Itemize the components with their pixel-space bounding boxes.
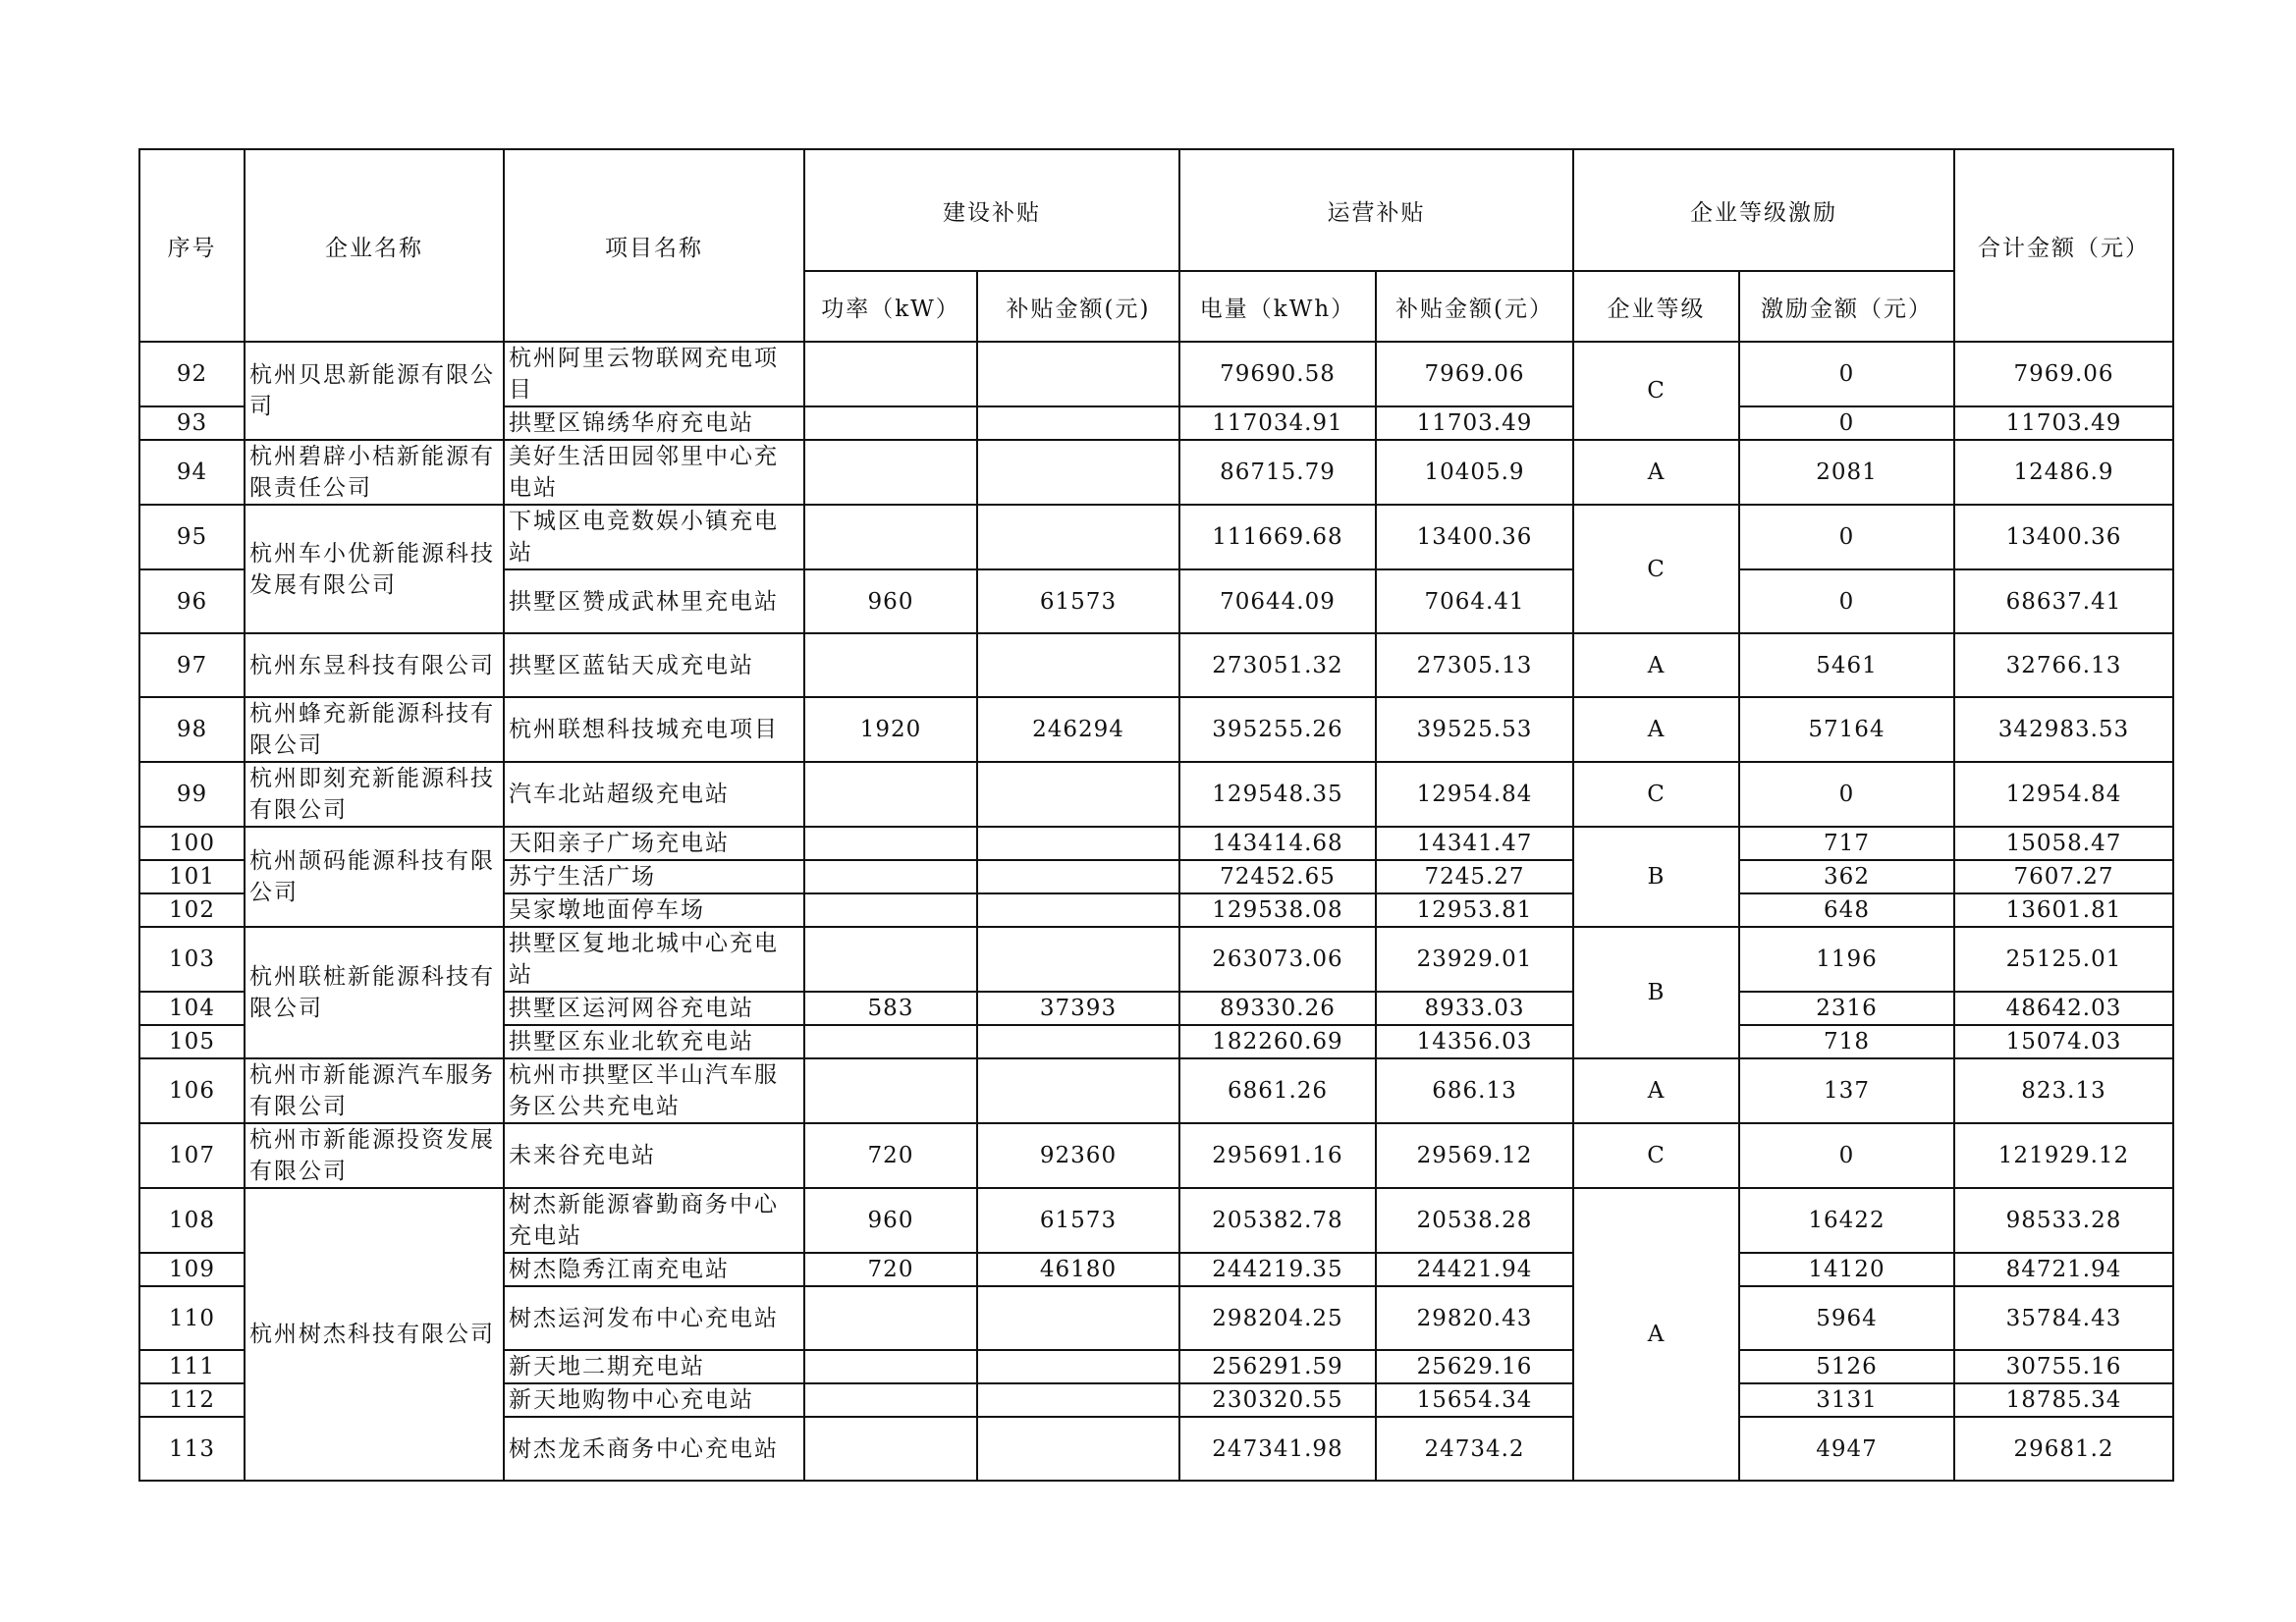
operation-amount: 14341.47 bbox=[1376, 827, 1573, 860]
table-row bbox=[139, 505, 2173, 569]
company-name: 杭州颉码能源科技有限公司 bbox=[245, 827, 504, 927]
project-name: 拱墅区复地北城中心充电站 bbox=[504, 927, 804, 992]
energy-kwh: 244219.35 bbox=[1179, 1253, 1376, 1286]
header-construction-amount: 补贴金额(元) bbox=[977, 271, 1179, 342]
operation-amount: 20538.28 bbox=[1376, 1188, 1573, 1253]
row-index: 112 bbox=[139, 1383, 245, 1417]
row-index: 113 bbox=[139, 1417, 245, 1481]
construction-amount: 61573 bbox=[977, 569, 1179, 633]
company-level: A bbox=[1573, 697, 1739, 762]
incentive-amount: 3131 bbox=[1739, 1383, 1954, 1417]
header-energy: 电量（kWh） bbox=[1179, 271, 1376, 342]
energy-kwh: 143414.68 bbox=[1179, 827, 1376, 860]
total-amount: 25125.01 bbox=[1954, 927, 2173, 992]
project-name: 下城区电竞数娱小镇充电站 bbox=[504, 505, 804, 569]
power-kw: 720 bbox=[804, 1253, 977, 1286]
row-index: 93 bbox=[139, 406, 245, 440]
energy-kwh: 111669.68 bbox=[1179, 505, 1376, 569]
construction-amount bbox=[977, 860, 1179, 893]
operation-amount: 686.13 bbox=[1376, 1058, 1573, 1123]
total-amount: 15058.47 bbox=[1954, 827, 2173, 860]
energy-kwh: 230320.55 bbox=[1179, 1383, 1376, 1417]
total-amount: 30755.16 bbox=[1954, 1350, 2173, 1383]
project-name: 未来谷充电站 bbox=[504, 1123, 804, 1188]
construction-amount: 37393 bbox=[977, 992, 1179, 1025]
power-kw bbox=[804, 762, 977, 827]
incentive-amount: 2081 bbox=[1739, 440, 1954, 505]
header-operation-amount: 补贴金额(元） bbox=[1376, 271, 1573, 342]
energy-kwh: 395255.26 bbox=[1179, 697, 1376, 762]
total-amount: 68637.41 bbox=[1954, 569, 2173, 633]
energy-kwh: 263073.06 bbox=[1179, 927, 1376, 992]
company-name: 杭州贝思新能源有限公司 bbox=[245, 342, 504, 440]
incentive-amount: 362 bbox=[1739, 860, 1954, 893]
project-name: 树杰运河发布中心充电站 bbox=[504, 1286, 804, 1350]
project-name: 拱墅区蓝钻天成充电站 bbox=[504, 633, 804, 697]
construction-amount bbox=[977, 1383, 1179, 1417]
row-index: 95 bbox=[139, 505, 245, 569]
total-amount: 15074.03 bbox=[1954, 1025, 2173, 1058]
power-kw bbox=[804, 406, 977, 440]
row-index: 97 bbox=[139, 633, 245, 697]
company-name: 杭州车小优新能源科技发展有限公司 bbox=[245, 505, 504, 633]
header-operation: 运营补贴 bbox=[1179, 149, 1573, 271]
construction-amount bbox=[977, 1350, 1179, 1383]
table-row bbox=[139, 342, 2173, 406]
power-kw bbox=[804, 505, 977, 569]
construction-amount bbox=[977, 762, 1179, 827]
construction-amount bbox=[977, 893, 1179, 927]
table-row bbox=[139, 633, 2173, 697]
row-index: 107 bbox=[139, 1123, 245, 1188]
table-row bbox=[139, 827, 2173, 860]
row-index: 102 bbox=[139, 893, 245, 927]
table-body bbox=[139, 342, 2173, 1481]
project-name: 天阳亲子广场充电站 bbox=[504, 827, 804, 860]
energy-kwh: 129548.35 bbox=[1179, 762, 1376, 827]
table-row bbox=[139, 1123, 2173, 1188]
operation-amount: 29820.43 bbox=[1376, 1286, 1573, 1350]
incentive-amount: 16422 bbox=[1739, 1188, 1954, 1253]
incentive-amount: 0 bbox=[1739, 505, 1954, 569]
operation-amount: 8933.03 bbox=[1376, 992, 1573, 1025]
header-company: 企业名称 bbox=[245, 149, 504, 342]
total-amount: 84721.94 bbox=[1954, 1253, 2173, 1286]
project-name: 杭州市拱墅区半山汽车服务区公共充电站 bbox=[504, 1058, 804, 1123]
energy-kwh: 182260.69 bbox=[1179, 1025, 1376, 1058]
energy-kwh: 70644.09 bbox=[1179, 569, 1376, 633]
power-kw: 720 bbox=[804, 1123, 977, 1188]
project-name: 拱墅区赞成武林里充电站 bbox=[504, 569, 804, 633]
total-amount: 32766.13 bbox=[1954, 633, 2173, 697]
incentive-amount: 718 bbox=[1739, 1025, 1954, 1058]
incentive-amount: 14120 bbox=[1739, 1253, 1954, 1286]
incentive-amount: 648 bbox=[1739, 893, 1954, 927]
construction-amount: 46180 bbox=[977, 1253, 1179, 1286]
company-level: A bbox=[1573, 440, 1739, 505]
incentive-amount: 0 bbox=[1739, 342, 1954, 406]
total-amount: 11703.49 bbox=[1954, 406, 2173, 440]
table-row bbox=[139, 762, 2173, 827]
project-name: 美好生活田园邻里中心充电站 bbox=[504, 440, 804, 505]
power-kw bbox=[804, 342, 977, 406]
operation-amount: 14356.03 bbox=[1376, 1025, 1573, 1058]
row-index: 98 bbox=[139, 697, 245, 762]
construction-amount bbox=[977, 505, 1179, 569]
power-kw bbox=[804, 860, 977, 893]
company-name: 杭州市新能源投资发展有限公司 bbox=[245, 1123, 504, 1188]
incentive-amount: 4947 bbox=[1739, 1417, 1954, 1481]
operation-amount: 39525.53 bbox=[1376, 697, 1573, 762]
total-amount: 7607.27 bbox=[1954, 860, 2173, 893]
incentive-amount: 1196 bbox=[1739, 927, 1954, 992]
company-name: 杭州树杰科技有限公司 bbox=[245, 1188, 504, 1481]
construction-amount bbox=[977, 927, 1179, 992]
power-kw bbox=[804, 440, 977, 505]
company-level: C bbox=[1573, 342, 1739, 440]
operation-amount: 15654.34 bbox=[1376, 1383, 1573, 1417]
header-total: 合计金额（元） bbox=[1954, 149, 2173, 342]
construction-amount bbox=[977, 633, 1179, 697]
company-name: 杭州碧辟小桔新能源有限责任公司 bbox=[245, 440, 504, 505]
row-index: 100 bbox=[139, 827, 245, 860]
row-index: 105 bbox=[139, 1025, 245, 1058]
construction-amount bbox=[977, 342, 1179, 406]
total-amount: 98533.28 bbox=[1954, 1188, 2173, 1253]
row-index: 110 bbox=[139, 1286, 245, 1350]
operation-amount: 29569.12 bbox=[1376, 1123, 1573, 1188]
total-amount: 342983.53 bbox=[1954, 697, 2173, 762]
row-index: 101 bbox=[139, 860, 245, 893]
incentive-amount: 0 bbox=[1739, 762, 1954, 827]
operation-amount: 27305.13 bbox=[1376, 633, 1573, 697]
incentive-amount: 717 bbox=[1739, 827, 1954, 860]
row-index: 94 bbox=[139, 440, 245, 505]
header-construction: 建设补贴 bbox=[804, 149, 1179, 271]
construction-amount: 61573 bbox=[977, 1188, 1179, 1253]
operation-amount: 7245.27 bbox=[1376, 860, 1573, 893]
incentive-amount: 0 bbox=[1739, 569, 1954, 633]
row-index: 111 bbox=[139, 1350, 245, 1383]
energy-kwh: 79690.58 bbox=[1179, 342, 1376, 406]
project-name: 杭州阿里云物联网充电项目 bbox=[504, 342, 804, 406]
company-level: A bbox=[1573, 633, 1739, 697]
row-index: 92 bbox=[139, 342, 245, 406]
project-name: 树杰新能源睿勤商务中心充电站 bbox=[504, 1188, 804, 1253]
construction-amount bbox=[977, 1417, 1179, 1481]
construction-amount: 246294 bbox=[977, 697, 1179, 762]
energy-kwh: 86715.79 bbox=[1179, 440, 1376, 505]
row-index: 108 bbox=[139, 1188, 245, 1253]
total-amount: 7969.06 bbox=[1954, 342, 2173, 406]
table-row bbox=[139, 440, 2173, 505]
project-name: 杭州联想科技城充电项目 bbox=[504, 697, 804, 762]
energy-kwh: 295691.16 bbox=[1179, 1123, 1376, 1188]
table-row bbox=[139, 697, 2173, 762]
incentive-amount: 5461 bbox=[1739, 633, 1954, 697]
energy-kwh: 117034.91 bbox=[1179, 406, 1376, 440]
construction-amount bbox=[977, 1286, 1179, 1350]
total-amount: 13601.81 bbox=[1954, 893, 2173, 927]
total-amount: 823.13 bbox=[1954, 1058, 2173, 1123]
company-name: 杭州蜂充新能源科技有限公司 bbox=[245, 697, 504, 762]
header-incentive-amount: 激励金额（元） bbox=[1739, 271, 1954, 342]
header-level-incentive: 企业等级激励 bbox=[1573, 149, 1954, 271]
header-project: 项目名称 bbox=[504, 149, 804, 342]
total-amount: 12486.9 bbox=[1954, 440, 2173, 505]
construction-amount bbox=[977, 1025, 1179, 1058]
operation-amount: 12954.84 bbox=[1376, 762, 1573, 827]
company-level: C bbox=[1573, 505, 1739, 633]
total-amount: 35784.43 bbox=[1954, 1286, 2173, 1350]
power-kw bbox=[804, 1286, 977, 1350]
company-level: A bbox=[1573, 1058, 1739, 1123]
operation-amount: 7969.06 bbox=[1376, 342, 1573, 406]
operation-amount: 25629.16 bbox=[1376, 1350, 1573, 1383]
incentive-amount: 2316 bbox=[1739, 992, 1954, 1025]
energy-kwh: 89330.26 bbox=[1179, 992, 1376, 1025]
header-power: 功率（kW） bbox=[804, 271, 977, 342]
company-level: B bbox=[1573, 827, 1739, 927]
row-index: 103 bbox=[139, 927, 245, 992]
power-kw bbox=[804, 633, 977, 697]
construction-amount bbox=[977, 827, 1179, 860]
project-name: 树杰隐秀江南充电站 bbox=[504, 1253, 804, 1286]
energy-kwh: 6861.26 bbox=[1179, 1058, 1376, 1123]
operation-amount: 11703.49 bbox=[1376, 406, 1573, 440]
operation-amount: 13400.36 bbox=[1376, 505, 1573, 569]
row-index: 109 bbox=[139, 1253, 245, 1286]
power-kw bbox=[804, 1383, 977, 1417]
operation-amount: 23929.01 bbox=[1376, 927, 1573, 992]
energy-kwh: 205382.78 bbox=[1179, 1188, 1376, 1253]
company-name: 杭州东昱科技有限公司 bbox=[245, 633, 504, 697]
operation-amount: 10405.9 bbox=[1376, 440, 1573, 505]
incentive-amount: 5126 bbox=[1739, 1350, 1954, 1383]
incentive-amount: 0 bbox=[1739, 1123, 1954, 1188]
project-name: 新天地二期充电站 bbox=[504, 1350, 804, 1383]
incentive-amount: 57164 bbox=[1739, 697, 1954, 762]
company-level: B bbox=[1573, 927, 1739, 1058]
power-kw bbox=[804, 1058, 977, 1123]
incentive-amount: 5964 bbox=[1739, 1286, 1954, 1350]
power-kw bbox=[804, 893, 977, 927]
power-kw: 583 bbox=[804, 992, 977, 1025]
company-level: C bbox=[1573, 762, 1739, 827]
construction-amount bbox=[977, 406, 1179, 440]
header-index: 序号 bbox=[139, 149, 245, 342]
project-name: 树杰龙禾商务中心充电站 bbox=[504, 1417, 804, 1481]
row-index: 99 bbox=[139, 762, 245, 827]
operation-amount: 24734.2 bbox=[1376, 1417, 1573, 1481]
power-kw: 960 bbox=[804, 1188, 977, 1253]
construction-amount: 92360 bbox=[977, 1123, 1179, 1188]
operation-amount: 7064.41 bbox=[1376, 569, 1573, 633]
company-name: 杭州联桩新能源科技有限公司 bbox=[245, 927, 504, 1058]
project-name: 吴家墩地面停车场 bbox=[504, 893, 804, 927]
header-level: 企业等级 bbox=[1573, 271, 1739, 342]
power-kw: 1920 bbox=[804, 697, 977, 762]
total-amount: 121929.12 bbox=[1954, 1123, 2173, 1188]
power-kw bbox=[804, 927, 977, 992]
row-index: 104 bbox=[139, 992, 245, 1025]
energy-kwh: 273051.32 bbox=[1179, 633, 1376, 697]
table-row bbox=[139, 1188, 2173, 1253]
energy-kwh: 298204.25 bbox=[1179, 1286, 1376, 1350]
total-amount: 12954.84 bbox=[1954, 762, 2173, 827]
table-row bbox=[139, 927, 2173, 992]
power-kw bbox=[804, 1350, 977, 1383]
energy-kwh: 72452.65 bbox=[1179, 860, 1376, 893]
company-name: 杭州即刻充新能源科技有限公司 bbox=[245, 762, 504, 827]
company-level: A bbox=[1573, 1188, 1739, 1481]
energy-kwh: 129538.08 bbox=[1179, 893, 1376, 927]
company-name: 杭州市新能源汽车服务有限公司 bbox=[245, 1058, 504, 1123]
energy-kwh: 256291.59 bbox=[1179, 1350, 1376, 1383]
project-name: 新天地购物中心充电站 bbox=[504, 1383, 804, 1417]
project-name: 拱墅区运河网谷充电站 bbox=[504, 992, 804, 1025]
incentive-amount: 137 bbox=[1739, 1058, 1954, 1123]
power-kw: 960 bbox=[804, 569, 977, 633]
total-amount: 13400.36 bbox=[1954, 505, 2173, 569]
power-kw bbox=[804, 1025, 977, 1058]
project-name: 苏宁生活广场 bbox=[504, 860, 804, 893]
row-index: 96 bbox=[139, 569, 245, 633]
row-index: 106 bbox=[139, 1058, 245, 1123]
total-amount: 18785.34 bbox=[1954, 1383, 2173, 1417]
power-kw bbox=[804, 1417, 977, 1481]
project-name: 拱墅区锦绣华府充电站 bbox=[504, 406, 804, 440]
construction-amount bbox=[977, 1058, 1179, 1123]
operation-amount: 24421.94 bbox=[1376, 1253, 1573, 1286]
subsidy-table bbox=[138, 148, 2174, 1482]
operation-amount: 12953.81 bbox=[1376, 893, 1573, 927]
energy-kwh: 247341.98 bbox=[1179, 1417, 1376, 1481]
total-amount: 29681.2 bbox=[1954, 1417, 2173, 1481]
project-name: 汽车北站超级充电站 bbox=[504, 762, 804, 827]
construction-amount bbox=[977, 440, 1179, 505]
power-kw bbox=[804, 827, 977, 860]
company-level: C bbox=[1573, 1123, 1739, 1188]
table-row bbox=[139, 1058, 2173, 1123]
project-name: 拱墅区东业北软充电站 bbox=[504, 1025, 804, 1058]
total-amount: 48642.03 bbox=[1954, 992, 2173, 1025]
incentive-amount: 0 bbox=[1739, 406, 1954, 440]
